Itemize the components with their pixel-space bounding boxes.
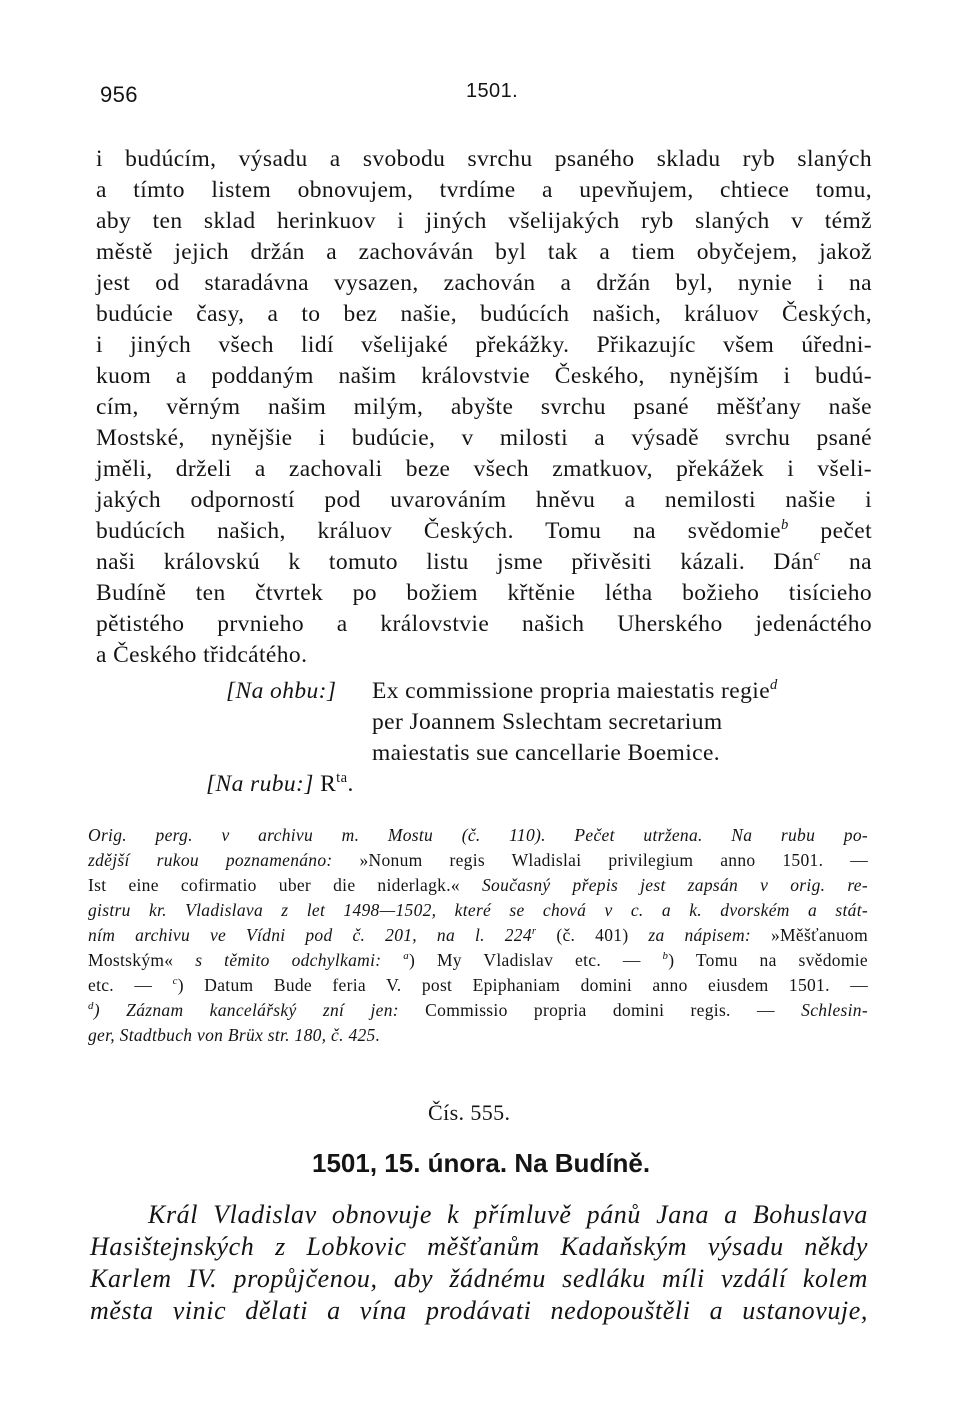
endorsement-rubu-text: R <box>320 771 337 797</box>
body-line: městě jejich držán a zachováván byl tak a tiem obyčejem, jakož <box>96 239 872 265</box>
page-number: 956 <box>100 82 138 107</box>
note-roman: »Měšťanuom <box>751 925 868 945</box>
body-line-tail: pečet <box>820 518 872 544</box>
note-italic: ) Záznam kancelářský zní jen: <box>93 1000 399 1020</box>
endorsement-rubu-sup: ta <box>336 770 348 787</box>
endorsement-rubu <box>206 771 354 798</box>
body-line: i jiných všech lidí všelijaké překážky. Přikazujíc všem úředni- <box>96 332 872 358</box>
note-line <box>88 925 868 946</box>
body-line: jakých odporností pod uvarováním hněvu a nemilosti našie i <box>96 487 872 513</box>
note-line <box>88 875 868 896</box>
note-line: ger, Stadtbuch von Brüx str. 180, č. 425. <box>88 1025 381 1045</box>
body-line <box>96 518 872 545</box>
endorsement-line: per Joannem Sslechtam secretarium <box>372 709 723 735</box>
body-line: i budúcím, výsadu a svobodu svrchu psaného skladu ryb slaných <box>96 146 872 172</box>
body-line: Mostské, nynějšie i budúcie, v milosti a výsadě svrchu psané <box>96 425 872 451</box>
note-roman: Mostským« <box>88 950 174 970</box>
note-line <box>88 975 868 996</box>
note-roman: ) My Vladislav etc. — <box>408 950 641 970</box>
note-sup: a <box>403 950 409 963</box>
endorsement-label-rubu: [Na rubu:] <box>206 771 314 797</box>
endorsement-label-ohbu: [Na ohbu:] <box>226 678 337 704</box>
note-line: Orig. perg. v archivu m. Mostu (č. 110). Pečet utržena. Na rubu po- <box>88 825 868 845</box>
body-line-text: budúcích našich, králuov Českých. Tomu na svědomie <box>96 518 781 544</box>
endorsement-line: maiestatis sue cancellarie Boemice. <box>372 740 721 766</box>
footnote-marker-d: d <box>770 677 778 694</box>
summary-line: Karlem IV. propůjčenou, aby žádnému sedláku míli vzdálí kolem <box>90 1264 868 1293</box>
note-sup: r <box>531 925 537 938</box>
note-sup: c <box>172 975 178 988</box>
body-line-text: naši královskú k tomuto listu jsme přivěsiti kázali. Dán <box>96 549 814 575</box>
note-roman: etc. — <box>88 975 153 995</box>
footnote-marker-b: b <box>780 517 789 534</box>
summary-line: Král Vladislav obnovuje k přímluvě pánů Jana a Bohuslava <box>148 1200 868 1229</box>
body-line: cím, věrným našim milým, abyšte svrchu psané měšťany naše <box>96 394 872 420</box>
note-sup: d <box>88 1000 94 1013</box>
document-number: Čís. 555. <box>428 1100 511 1125</box>
note-line <box>88 950 868 971</box>
note-roman: (č. 401) <box>536 925 629 945</box>
note-italic: ním archivu ve Vídni pod č. 201, na l. 224 <box>88 925 532 945</box>
note-line: gistru kr. Vladislava z let 1498—1502, které se chová v c. a k. dvorském a stát- <box>88 900 868 920</box>
running-head-year: 1501. <box>466 80 519 102</box>
endorsement-rubu-dot: . <box>347 771 354 797</box>
body-line <box>96 549 872 576</box>
note-roman: ) Tomu na svědomie <box>668 950 868 970</box>
note-roman: Commissio propria domini regis. — <box>398 1000 775 1020</box>
body-line-tail: na <box>849 549 872 575</box>
note-roman: ) Datum Bude feria V. post Epiphaniam domini anno eiusdem 1501. — <box>177 975 868 995</box>
note-line <box>88 1000 868 1021</box>
note-italic: Schlesin- <box>774 1000 868 1020</box>
note-roman: »Nonum regis Wladislai privilegium anno 1501. — <box>332 850 868 870</box>
body-line: a Českého třidcátého. <box>96 642 308 668</box>
note-roman: Ist eine cofirmatio uber die niderlagk.« <box>88 875 460 895</box>
body-line: kuom a poddaným našim královstvie Českého, nynějším i budú- <box>96 363 872 389</box>
summary-line: města vinic dělati a vína prodávati nedopouštěli a ustanovuje, <box>90 1296 868 1325</box>
footnote-marker-c: c <box>813 548 821 565</box>
body-line: aby ten sklad herinkuov i jiných všelijakých ryb slaných v témž <box>96 208 872 234</box>
document-date-place: 1501, 15. února. Na Budíně. <box>312 1148 651 1178</box>
body-line: jest od staradávna vysazen, zachován a držán byl, nynie i na <box>96 270 872 296</box>
note-italic: za nápisem: <box>628 925 752 945</box>
body-line: budúcie časy, a to bez našie, budúcích našich, králuov Českých, <box>96 301 872 327</box>
endorsement-text <box>372 678 778 705</box>
note-italic: Současný přepis jest zapsán v orig. re- <box>459 875 868 895</box>
summary-line: Hasištejnských z Lobkovic měšťanům Kadaňským výsadu někdy <box>90 1232 868 1261</box>
note-line <box>88 850 868 871</box>
body-line: a tímto listem obnovujem, tvrdíme a upevňujem, chtiece tomu, <box>96 177 872 203</box>
body-line: pětistého prvnieho a královstvie našich Uherského jedenáctého <box>96 611 872 637</box>
body-line: Budíně ten čtvrtek po božiem křtěnie létha božieho tisícieho <box>96 580 872 606</box>
note-italic: s těmito odchylkami: <box>173 950 382 970</box>
body-line: jměli, drželi a zachovali beze všech zmatkuov, překážek i všeli- <box>96 456 872 482</box>
note-italic: zdější rukou poznamenáno: <box>88 850 333 870</box>
endorsement-line: Ex commissione propria maiestatis regie <box>372 678 771 704</box>
note-sup: b <box>662 950 669 963</box>
